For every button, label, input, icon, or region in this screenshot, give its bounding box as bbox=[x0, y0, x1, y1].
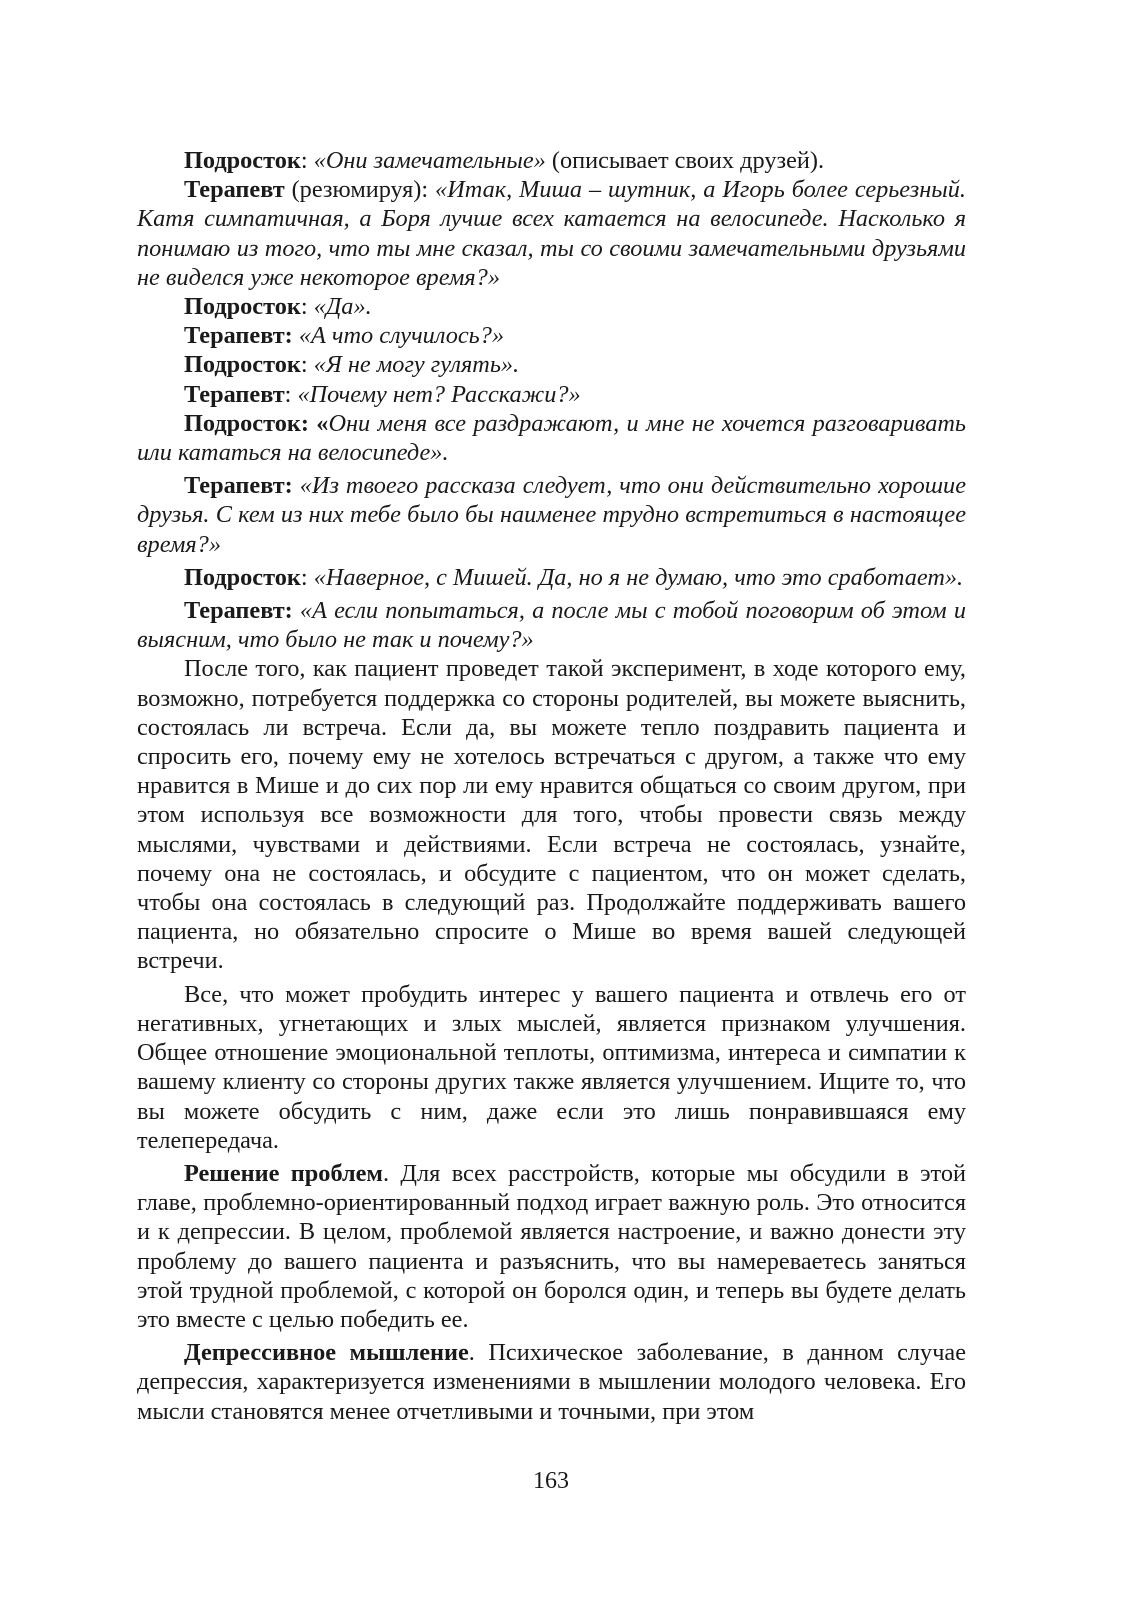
dialogue-line bbox=[137, 380, 966, 409]
dialogue-line bbox=[137, 321, 966, 350]
body-paragraph bbox=[137, 1159, 966, 1334]
speaker-label: Подросток bbox=[184, 563, 301, 591]
body-paragraph bbox=[137, 654, 966, 975]
paragraph-text: . Для всех расстройств, которые мы обсудили в этой главе, проблемно-ориентированный подход играет важную роль. Это относится и к депрессии. В целом, проблемой является настроение, и важно донести эту проблему до вашего пациента и разъяснить, что вы намереваетесь заняться этой трудной проблемой, с которой он боролся один, и теперь вы будете делать это вместе с целью победить ее. bbox=[137, 1159, 966, 1333]
body-paragraph bbox=[137, 1338, 966, 1426]
dialogue-line bbox=[137, 471, 966, 559]
speaker-label: Терапевт bbox=[184, 380, 285, 408]
line-separator: : bbox=[300, 351, 314, 379]
line-separator bbox=[293, 597, 300, 624]
dialogue-line bbox=[137, 146, 966, 175]
paragraph-lead: Решение проблем bbox=[184, 1159, 383, 1187]
quote-text: «Итак, Миша – шутник, а Игорь более серьезный. Катя симпатичная, а Боря лучше всех катается на велосипеде. Насколько я понимаю из того, что ты мне сказал, ты со своими замечательными друзьями не виделся уже некоторое время?» bbox=[137, 176, 966, 291]
speaker-label: Терапевт: bbox=[184, 322, 293, 350]
speaker-label: Подросток bbox=[184, 351, 301, 379]
quote-text: «А если попытаться, а после мы с тобой поговорим об этом и выясним, что было не так и почему?» bbox=[137, 597, 966, 654]
quote-text: Они меня все раздражают, и мне не хочется разговаривать или кататься на велосипеде». bbox=[137, 409, 966, 467]
quote-text: «Я не могу гулять». bbox=[313, 351, 520, 379]
line-separator: : bbox=[284, 380, 298, 408]
quote-text: «Почему нет? Расскажи?» bbox=[297, 380, 581, 408]
dialogue-line bbox=[137, 409, 966, 467]
speaker-label: Терапевт: bbox=[184, 597, 293, 625]
dialogue-line bbox=[137, 350, 966, 379]
paragraph-lead: Депрессивное мышление bbox=[184, 1339, 469, 1367]
speaker-label: Подросток: « bbox=[184, 409, 329, 437]
quote-text: «Да». bbox=[313, 293, 372, 321]
dialogue-line bbox=[137, 596, 966, 654]
speaker-label: Подросток bbox=[184, 147, 301, 174]
dialogue-line bbox=[137, 175, 966, 292]
paragraph-text: После того, как пациент проведет такой эксперимент, в ходе которого ему, возможно, потребуется поддержка со стороны родителей, вы можете выяснить, состоялась ли встреча. Если да, вы можете тепло поздравить пациента и спросить его, почему ему не хотелось встречаться с другом, а также что ему нравится в Мише и до сих пор ли ему нравится общаться со своим другом, при этом используя все возможности для того, чтобы провести связь между мыслями, чувствами и действиями. Если встреча не состоялась, узнайте, почему она не состоялась, и обсудите с пациентом, что он может сделать, чтобы она состоялась в следующий раз. Продолжайте поддерживать вашего пациента, но обязательно спросите о Мише во время вашей следующей встречи. bbox=[137, 655, 966, 975]
line-separator: (резюмируя): bbox=[284, 176, 436, 204]
speaker-label: Подросток bbox=[184, 293, 301, 321]
line-separator: : bbox=[300, 147, 314, 174]
paragraph-text: Все, что может пробудить интерес у вашего пациента и отвлечь его от негативных, угнетающих и злых мыслей, является признаком улучшения. Общее отношение эмоциональной теплоты, оптимизма, интереса и симпатии к вашему клиенту со стороны других также является улучшением. Ищите то, что вы можете обсудить с ним, даже если это лишь понравившаяся ему телепередача. bbox=[137, 980, 966, 1154]
body-paragraph bbox=[137, 980, 966, 1155]
line-separator: : bbox=[300, 293, 314, 321]
body-text bbox=[137, 146, 966, 1426]
paragraph-text: . Психическое заболевание, в данном случае депрессия, характеризуется изменениями в мышлении молодого человека. Его мысли становятся менее отчетливыми и точными, при этом bbox=[137, 1339, 966, 1425]
line-separator: : bbox=[300, 563, 314, 591]
line-separator bbox=[293, 472, 300, 499]
page-number: 163 bbox=[533, 1468, 569, 1494]
line-tail: (описывает своих друзей). bbox=[545, 147, 825, 174]
quote-text: «Они замечательные» bbox=[313, 147, 546, 174]
speaker-label: Терапевт: bbox=[184, 472, 293, 500]
quote-text: «А что случилось?» bbox=[298, 322, 504, 350]
dialogue-line bbox=[137, 563, 966, 592]
speaker-label: Терапевт bbox=[184, 176, 285, 204]
quote-text: «Из твоего рассказа следует, что они действительно хорошие друзья. С кем из них тебе было бы наименее трудно встретиться в настоящее время?» bbox=[137, 472, 966, 558]
quote-text: «Наверное, с Мишей. Да, но я не думаю, что это сработает». bbox=[313, 563, 964, 591]
dialogue-line bbox=[137, 292, 966, 321]
